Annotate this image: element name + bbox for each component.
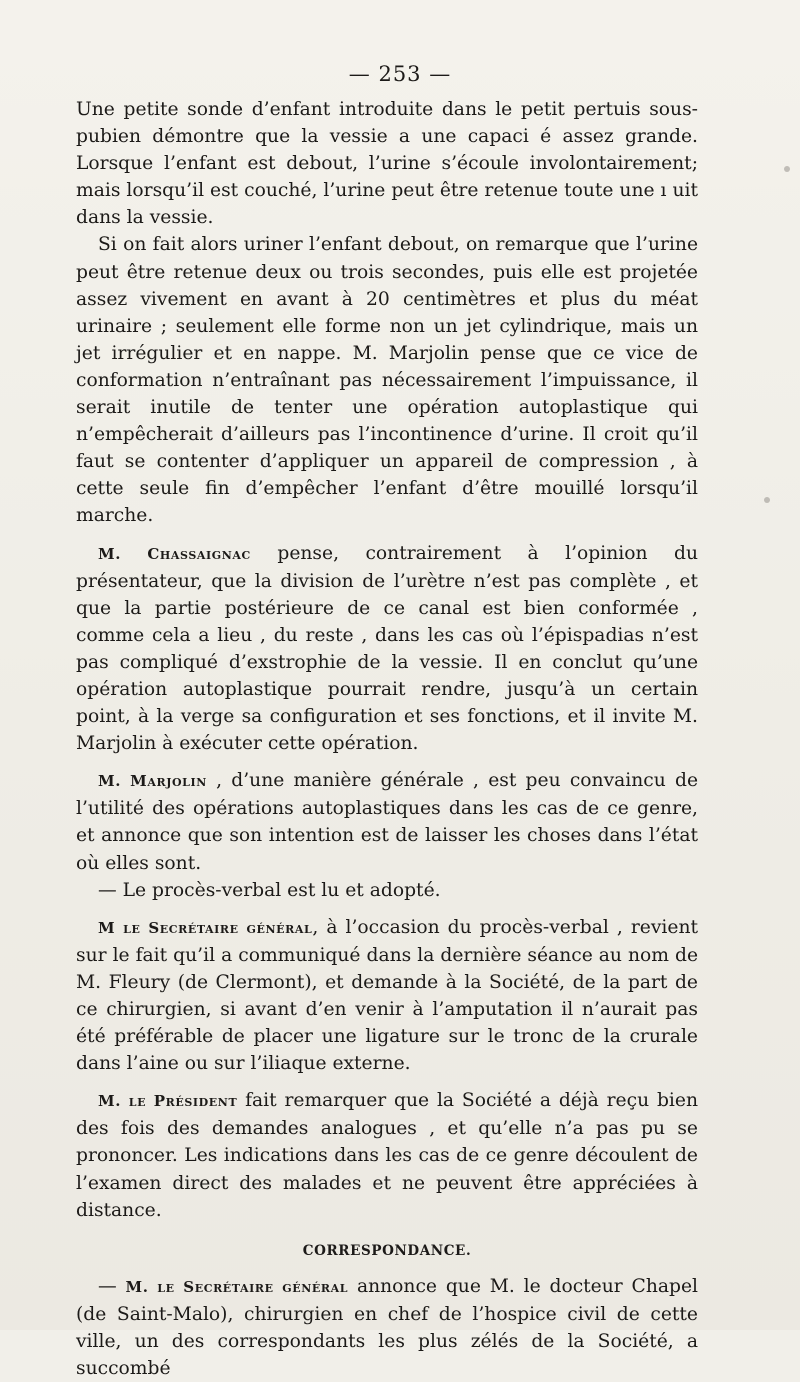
paragraph-4 [76, 767, 698, 876]
paragraph-2: Si on fait alors uriner l’enfant debout, on remarque que l’urine peut être retenue deux ou trois secondes, puis elle est projetée assez vivement en avant à 20 centimètres et plus du méat urinaire ; seulement elle forme non un jet cylindrique, mais un jet irrégulier et en nappe. M. Marjolin pense que ce vice de conformation n’entraînant pas nécessairement l’impuissance, il serait inutile de tenter une opération autoplastique qui n’empêcherait d’ailleurs pas l’incontinence d’urine. Il croit qu’il faut se contenter d’appliquer un appareil de compression , à cette seule fin d’empêcher l’enfant d’être mouillé lorsqu’il marche. [76, 234, 698, 527]
page-number: — 253 — [348, 62, 452, 86]
speaker-name: M. le Président [98, 1092, 238, 1111]
paragraph-6-text: , à l’occasion du procès-verbal , revient sur le fait qu’il a communiqué dans la dernière séance au nom de M. Fleury (de Clermont), et demande à la Société, de la part de ce chirurgien, si avant d’en venir à l’amputation il n’aurait pas été préférable de placer une ligature sur le tronc de la crurale dans l’aine ou sur l’iliaque externe. [76, 916, 698, 1075]
paragraph-5: — Le procès-verbal est lu et adopté. [98, 879, 441, 901]
speaker-name: M le Secrétaire général [98, 918, 313, 937]
paragraph-8 [76, 1273, 698, 1382]
paragraph-3-text: pense, contrairement à l’opinion du présentateur, que la division de l’urètre n’est pas complète , et que la partie postérieure de ce canal est bien conformée , comme cela a lieu , du reste , dans les cas où l’épispadias n’est pas compliqué d’exstrophie de la vessie. Il en conclut qu’une opération autoplastique pourrait rendre, jusqu’à un certain point, à la verge sa configuration et ses fonctions, et il invite M. Marjolin à exécuter cette opération. [76, 542, 698, 755]
speaker-name: M. Marjolin [98, 772, 207, 791]
paragraph-1: Une petite sonde d’enfant introduite dans le petit pertuis sous-pubien démontre que la vessie a une capaci é assez grande. Lorsque l’enfant est debout, l’urine s’écoule involontairement; mais lorsqu’il est couché, l’urine peut être retenue toute une ı uit dans la vessie. [76, 99, 698, 229]
paragraph-6 [76, 914, 698, 1078]
section-heading: CORRESPONDANCE. [302, 1242, 472, 1259]
paragraph-7-text: fait remarquer que la Société a déjà reçu bien des fois des demandes analogues , et qu’elle n’a pas pu se prononcer. Les indications dans les cas de ce genre découlent de l’examen direct des malades et ne peuvent être appréciées à distance. [76, 1090, 698, 1221]
paper-speck [784, 166, 790, 172]
page-body [76, 96, 698, 1382]
paragraph-7 [76, 1087, 698, 1223]
speaker-name: M. Chassaignac [98, 544, 251, 563]
paragraph-3 [76, 540, 698, 758]
paragraph-8-text: annonce que M. le docteur Chapel (de Saint-Malo), chirurgien en chef de l’hospice civil de cette ville, un des correspondants les plus zélés de la Société, a succombé [76, 1275, 698, 1380]
paper-speck [764, 497, 770, 503]
dash-prefix: — [98, 1275, 126, 1297]
paragraph-4-text: , d’une manière générale , est peu convaincu de l’utilité des opérations autoplastiques dans les cas de ce genre, et annonce que son intention est de laisser les choses dans l’état où elles sont. [76, 770, 699, 874]
speaker-name: M. le Secrétaire général [125, 1277, 349, 1296]
